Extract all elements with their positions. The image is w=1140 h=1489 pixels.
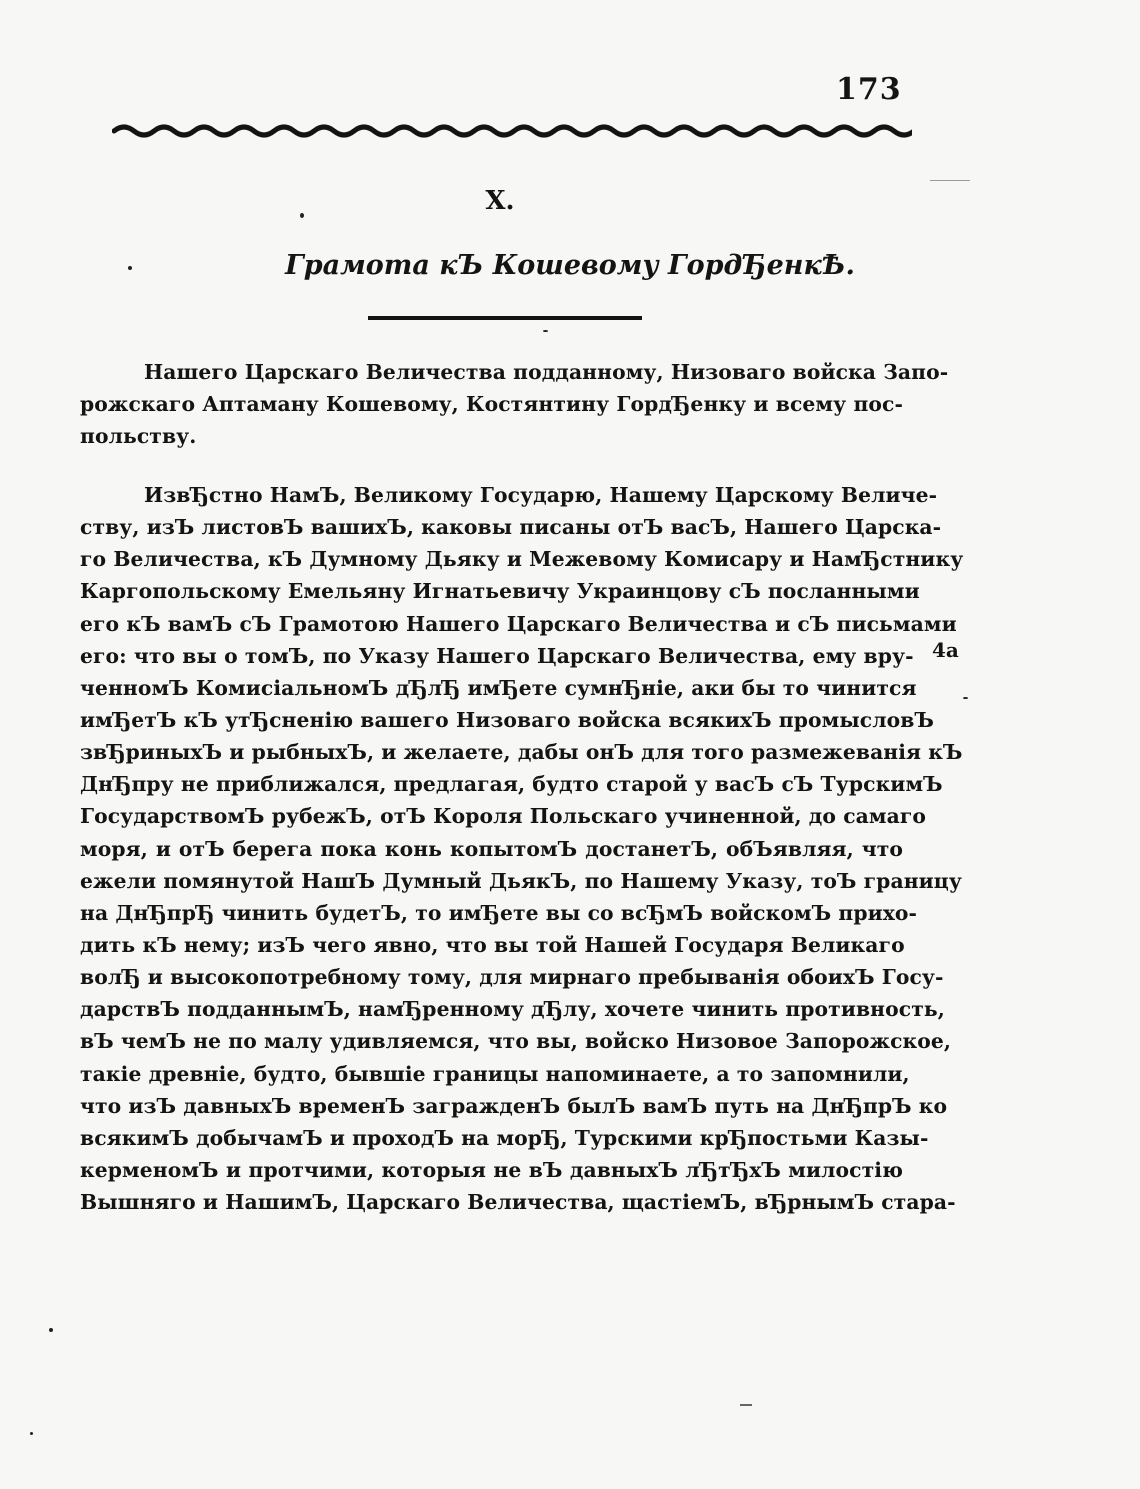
- page-number: 173: [836, 72, 902, 107]
- scan-speck: [930, 180, 970, 181]
- body-line: ежели помянутой НашЪ Думный ДьякЪ, по Нашему Указу, тоЪ границу: [80, 868, 962, 893]
- body-line: ченномЪ КомисiальномЪ дЂлЂ имЂете сумнЂнiе, аки бы то чинится: [80, 675, 917, 700]
- body-line: что изЪ давныхЪ временЪ загражденЪ былЪ вамЪ путь на ДнЂпрЪ ко: [80, 1093, 948, 1118]
- address-line: польству.: [80, 424, 197, 449]
- wavy-rule-ornament: [112, 118, 912, 144]
- address-line: рожскаго Аптаману Кошевому, Костянтину ГордЂенку и всему пос-: [80, 392, 903, 417]
- body-line: вЪ чемЪ не по малу удивляемся, что вы, войско Низовое Запорожское,: [80, 1029, 952, 1054]
- body-line: Вышняго и НашимЪ, Царскаго Величества, щастiемЪ, вЂрнымЪ стара-: [80, 1190, 956, 1215]
- body-line: дить кЪ нему; изЪ чего явно, что вы той Нашей Государя Великаго: [80, 932, 905, 957]
- scan-speck: [740, 1404, 752, 1406]
- scan-speck: [300, 213, 304, 218]
- body-line: ГосударствомЪ рубежЪ, отЪ Короля Польскаго учиненной, до самаго: [80, 804, 927, 829]
- body-line: Каргопольскому Емельяну Игнатьевичу Украинцову сЪ посланными: [80, 579, 920, 604]
- body-line: ИзвЂстно НамЪ, Великому Государю, Нашему Царскому Величе-: [144, 483, 938, 507]
- scan-speck: [30, 1432, 33, 1435]
- body-line: звЂриныхЪ и рыбныхЪ, и желаете, дабы онЪ для того размежеванiя кЪ: [80, 740, 963, 765]
- body-line: моря, и отЪ берега пока конь копытомЪ достанетЪ, обЪявляя, что: [80, 836, 903, 861]
- title-underline: [368, 316, 642, 320]
- scan-speck: [963, 697, 968, 699]
- margin-note: 4a: [932, 638, 959, 662]
- section-numeral: X.: [485, 186, 515, 216]
- body-line: на ДнЂпрЂ чинить будетЪ, то имЂете вы со всЂмЪ войскомЪ прихо-: [80, 900, 918, 925]
- body-line: волЂ и высокопотребному тому, для мирнаго пребыванiя обоихЪ Госу-: [80, 965, 944, 990]
- scan-speck: [128, 266, 132, 270]
- body-line: дарствЪ подданнымЪ, намЂренному дЂлу, хочете чинить противность,: [80, 997, 945, 1022]
- body-line: всякимЪ добычамЪ и проходЪ на морЂ, Турскими крЂпостьми Казы-: [80, 1125, 929, 1150]
- body-line: керменомЪ и протчими, которыя не вЪ давныхЪ лЂтЂхЪ милостiю: [80, 1157, 903, 1182]
- body-line: ству, изЪ листовЪ вашихЪ, каковы писаны отЪ васЪ, Нашего Царска-: [80, 515, 942, 540]
- scan-speck: [543, 330, 548, 332]
- body-line: го Величества, кЪ Думному Дьяку и Межевому Комисару и НамЂстнику: [80, 547, 964, 572]
- scan-speck: [49, 1328, 53, 1332]
- body-line: его кЪ вамЪ сЪ Грамотою Нашего Царскаго Величества и сЪ письмами: [80, 611, 957, 636]
- address-line: Нашего Царскаго Величества подданному, Низоваго войска Запо-: [144, 360, 949, 384]
- address-paragraph: [80, 356, 949, 452]
- document-title: Грамота кЪ Кошевому ГордЂенкѢ.: [285, 250, 855, 281]
- body-line: имЂетЪ кЪ утЂсненiю вашего Низоваго войска всякихЪ промысловЪ: [80, 707, 934, 732]
- body-line: ДнЂпру не приближался, предлагая, будто старой у васЪ сЪ ТурскимЪ: [80, 772, 943, 797]
- body-line: его: что вы о томЪ, по Указу Нашего Царскаго Величества, ему вру-: [80, 643, 914, 668]
- body-line: такiе древнiе, будто, бывшiе границы напоминаете, а то запомнили,: [80, 1061, 910, 1086]
